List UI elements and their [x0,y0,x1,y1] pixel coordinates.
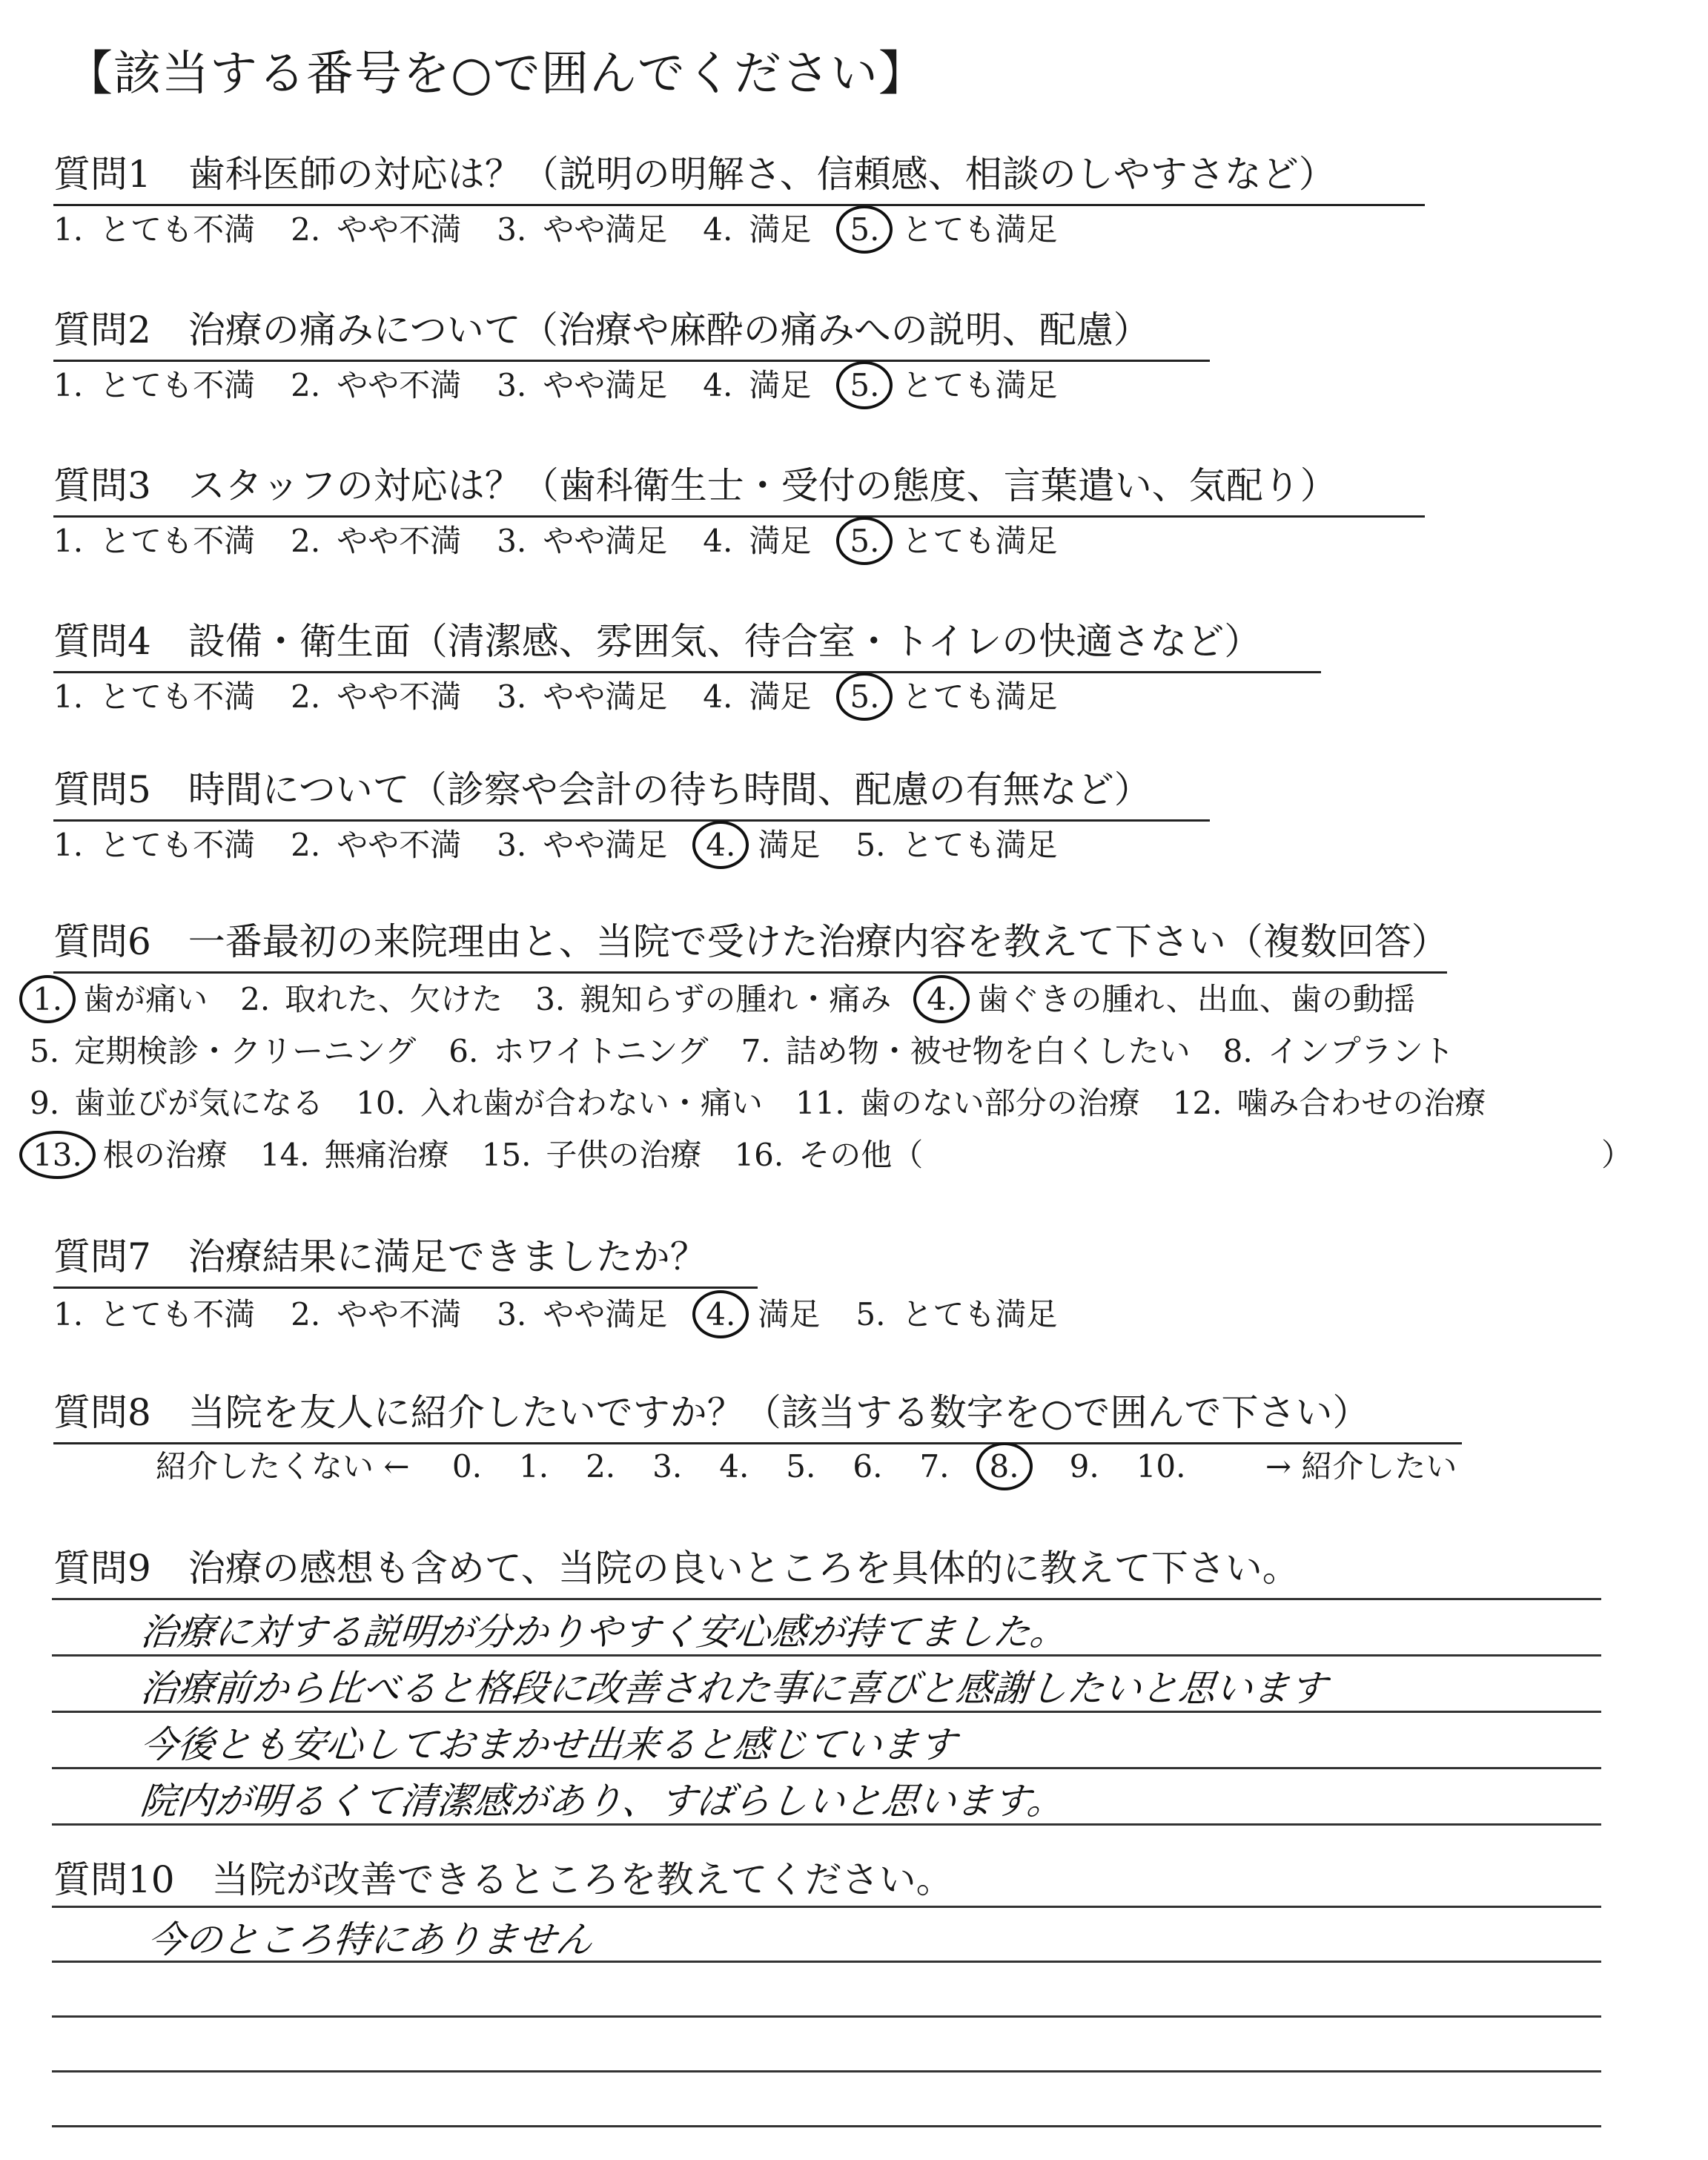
option-label[interactable]: 歯が痛い [83,981,208,1017]
option-label[interactable]: とても満足 [901,1296,1058,1332]
question-6-option [734,1131,923,1175]
option-label[interactable]: とても満足 [901,367,1058,403]
question-6-option [356,1079,763,1123]
option-label[interactable]: 満足 [758,827,821,863]
scale-number[interactable]: 9. [1069,1448,1099,1484]
option-number[interactable]: 5. [855,1296,886,1332]
questions.3-option [703,673,811,717]
option-number[interactable]: 2. [291,678,321,715]
q7-option [855,1290,1057,1335]
option-label[interactable]: 満足 [749,523,812,559]
questions.2-option [291,517,461,561]
option-number[interactable]: 4. [692,821,749,869]
option-label[interactable]: インプラント [1267,1033,1454,1069]
scale-number[interactable]: 4. [719,1448,749,1484]
question-6-row [30,1027,1487,1071]
option-number[interactable]: 9. [30,1085,60,1121]
option-label[interactable]: とても不満 [99,678,256,715]
question-7-options [53,1290,1093,1338]
question-6-option [240,975,503,1020]
option-label[interactable]: とても不満 [99,523,256,559]
option-number[interactable]: 5. [855,827,886,863]
option-number[interactable]: 10. [356,1085,406,1121]
question-9-title: 質問9 治療の感想も含めて、当院の良いところを具体的に教えて下さい。 [53,1547,1300,1590]
option-label[interactable]: やや満足 [543,678,668,715]
option-number[interactable]: 1. [19,975,76,1023]
question-6-option [30,1079,323,1123]
q7-option [291,1290,461,1335]
question-6-row [30,975,1448,1023]
option-label[interactable]: やや不満 [337,1296,462,1332]
questions.1-option [291,361,461,406]
option-label[interactable]: やや満足 [543,1296,668,1332]
option-number[interactable]: 15. [481,1137,532,1173]
option-number[interactable]: 11. [795,1085,845,1121]
questions.3-option [847,673,1057,721]
handwritten-answer: 今のところ特にありません [145,1918,595,1961]
option-number[interactable]: 4. [692,1290,749,1338]
option-number[interactable]: 1. [53,211,84,248]
option-number[interactable]: 3. [497,211,527,248]
option-label[interactable]: 詰め物・被せ物を白くしたい [785,1033,1191,1069]
scale-right-label: → 紹介したい [1265,1448,1457,1484]
question-10-title: 質問10 当院が改善できるところを教えてください。 [53,1858,953,1901]
handwritten-answer: 治療前から比べると格段に改善された事に喜びと感謝したいと思います [138,1667,1329,1710]
question-4-options [53,673,1093,721]
option-label[interactable]: 歯並びが気になる [74,1085,324,1121]
questions.0-option [497,205,667,250]
question-6-option [1173,1079,1486,1123]
option-number[interactable]: 5. [836,361,893,409]
questions.0-option [703,205,811,250]
option-label[interactable]: 歯ぐきの腫れ、出血、歯の動揺 [977,981,1415,1017]
option-number[interactable]: 16. [734,1137,784,1173]
option-label[interactable]: やや不満 [337,211,462,248]
option-label[interactable]: とても満足 [901,827,1058,863]
question-6-option [535,975,891,1020]
option-label[interactable]: やや不満 [337,827,462,863]
page-title: 【該当する番号を○で囲んでください】 [65,47,927,102]
option-label[interactable]: 親知らずの腫れ・痛み [580,981,892,1017]
questions.3-option [53,673,255,717]
option-label[interactable]: やや不満 [337,367,462,403]
scale-number[interactable]: 2. [586,1448,616,1484]
question-2-options [53,361,1093,409]
q7-option [53,1290,255,1335]
question-6-row [30,1131,1633,1179]
questions.1-option [497,361,667,406]
option-number[interactable]: 5. [836,517,893,565]
question-1-title: 質問1 歯科医師の対応は？（説明の明解さ、信頼感、相談のしやすさなど） [53,145,1425,206]
option-number[interactable]: 4. [703,523,733,559]
option-label[interactable]: 噛み合わせの治療 [1237,1085,1486,1121]
option-number[interactable]: 3. [497,678,527,715]
answer-line [52,1598,1601,1600]
q7-option [497,1290,667,1335]
question-5-title: 質問5 時間について（診察や会計の待ち時間、配慮の有無など） [53,760,1210,822]
question-8-scale [156,1442,1489,1490]
option-number[interactable]: 2. [291,1296,321,1332]
question-6-option [30,1131,228,1179]
option-number[interactable]: 5. [836,205,893,254]
option-number[interactable]: 1. [53,1296,84,1332]
option-number[interactable]: 1. [53,827,84,863]
question-6-option [795,1079,1140,1123]
scale-number[interactable]: 3. [652,1448,683,1484]
option-number[interactable]: 13. [19,1131,96,1179]
option-number[interactable]: 3. [497,367,527,403]
questions.0-option [53,205,255,250]
option-label[interactable]: 無痛治療 [324,1137,449,1173]
option-label[interactable]: やや不満 [337,523,462,559]
option-label[interactable]: ホワイトニング [493,1033,709,1069]
option-number[interactable]: 3. [497,827,527,863]
question-4-title: 質問4 設備・衛生面（清潔感、雰囲気、待合室・トイレの快適さなど） [53,612,1321,673]
option-label[interactable]: 定期検診・クリーニング [74,1033,417,1069]
option-number[interactable]: 3. [535,981,566,1017]
option-number[interactable]: 1. [53,523,84,559]
questions.0-option [291,205,461,250]
question-6-row [30,1079,1519,1123]
questions.1-option [53,361,255,406]
option-label[interactable]: とても不満 [99,367,256,403]
scale-left-label: 紹介したくない ← [156,1448,410,1484]
answer-line [52,2125,1601,2127]
option-label[interactable]: とても不満 [99,827,256,863]
option-label[interactable]: 歯のない部分の治療 [859,1085,1140,1121]
option-number[interactable]: 2. [291,367,321,403]
option-label[interactable]: 満足 [749,211,812,248]
option-number[interactable]: 1. [53,367,84,403]
option-number[interactable]: 12. [1172,1085,1222,1121]
handwritten-answer: 治療に対する説明が分かりやすく安心感が持てました。 [138,1611,1070,1654]
question-2-title: 質問2 治療の痛みについて（治療や麻酔の痛みへの説明、配慮） [53,300,1210,362]
question-6-option [741,1027,1191,1071]
option-number[interactable]: 5. [30,1033,60,1069]
option-number[interactable]: 4. [703,367,733,403]
handwritten-answer: 今後とも安心しておまかせ出来ると感じています [138,1723,959,1766]
question-6-option [448,1027,708,1071]
answer-line [52,2070,1601,2073]
questions.4-option [497,821,667,865]
option-label[interactable]: とても満足 [901,678,1058,715]
option-number[interactable]: 6. [448,1033,479,1069]
questions.4-option [53,821,255,865]
question-6-option [30,1027,416,1071]
option-number[interactable]: 1. [53,678,84,715]
questions.4-option [855,821,1057,865]
questions.2-option [53,517,255,561]
question-1-options [53,205,1093,254]
questions.1-option [847,361,1057,409]
option-label[interactable]: 満足 [749,367,812,403]
option-label[interactable]: 取れた、欠けた [285,981,503,1017]
question-5-options [53,821,1093,869]
option-label[interactable]: やや満足 [543,523,668,559]
q7-option [703,1290,820,1338]
option-number[interactable]: 4. [913,975,970,1023]
option-number[interactable]: 7. [741,1033,771,1069]
questions.3-option [497,673,667,717]
question-3-title: 質問3 スタッフの対応は？（歯科衛生士・受付の態度、言葉遣い、気配り） [53,456,1425,518]
option-label[interactable]: その他（ [798,1137,924,1173]
question-6-option [924,975,1415,1023]
option-label[interactable]: 満足 [758,1296,821,1332]
question-7-title: 質問7 治療結果に満足できましたか？ [53,1227,758,1289]
option-label[interactable]: とても不満 [99,1296,256,1332]
scale-number[interactable]: 7. [919,1448,950,1484]
option-label[interactable]: とても不満 [99,211,256,248]
question-6-option [1223,1027,1454,1071]
option-label[interactable]: 子供の治療 [546,1137,702,1173]
option-number[interactable]: 4. [703,678,733,715]
option-label[interactable]: やや満足 [543,827,668,863]
question-6-option [260,1131,449,1175]
scale-number[interactable]: 6. [853,1448,883,1484]
handwritten-answer: 院内が明るくて清潔感があり、すばらしいと思います。 [138,1780,1067,1823]
questions.2-option [847,517,1057,565]
scale-number[interactable]: 0. [451,1448,482,1484]
option-label[interactable]: 根の治療 [102,1137,228,1173]
answer-line [52,1906,1601,1908]
question-3-options [53,517,1093,565]
option-number[interactable]: 14. [259,1137,310,1173]
option-number[interactable]: 2. [240,981,271,1017]
scale-number[interactable]: 5. [786,1448,816,1484]
option-number[interactable]: 3. [497,523,527,559]
option-number[interactable]: 4. [703,211,733,248]
question-8-title: 質問8 当院を友人に紹介したいですか？（該当する数字を○で囲んで下さい） [53,1383,1462,1444]
option-number[interactable]: 5. [836,673,893,721]
option-label[interactable]: やや満足 [543,367,668,403]
question-6-option [482,1131,702,1175]
option-number[interactable]: 2. [291,211,321,248]
other-close-paren: ） [1601,1137,1633,1173]
questions.1-option [703,361,811,406]
option-label[interactable]: とても満足 [901,211,1058,248]
answer-line [52,2015,1601,2018]
option-number[interactable]: 8. [1222,1033,1253,1069]
option-label[interactable]: やや不満 [337,678,462,715]
option-number[interactable]: 2. [291,827,321,863]
option-number[interactable]: 2. [291,523,321,559]
scale-number[interactable]: 1. [518,1448,549,1484]
question-6-option [30,975,208,1023]
questions.4-option [703,821,820,869]
scale-number[interactable]: 10. [1136,1448,1186,1484]
option-number[interactable]: 3. [497,1296,527,1332]
questions.2-option [703,517,811,561]
option-label[interactable]: 満足 [749,678,812,715]
option-label[interactable]: やや満足 [543,211,668,248]
question-6-title: 質問6 一番最初の来院理由と、当院で受けた治療内容を教えて下さい（複数回答） [53,912,1447,974]
option-label[interactable]: 入れ歯が合わない・痛い [420,1085,763,1121]
questions.4-option [291,821,461,865]
questions.0-option [847,205,1057,254]
questions.3-option [291,673,461,717]
option-label[interactable]: とても満足 [901,523,1058,559]
scale-number[interactable]: 8. [976,1442,1033,1490]
questions.2-option [497,517,667,561]
